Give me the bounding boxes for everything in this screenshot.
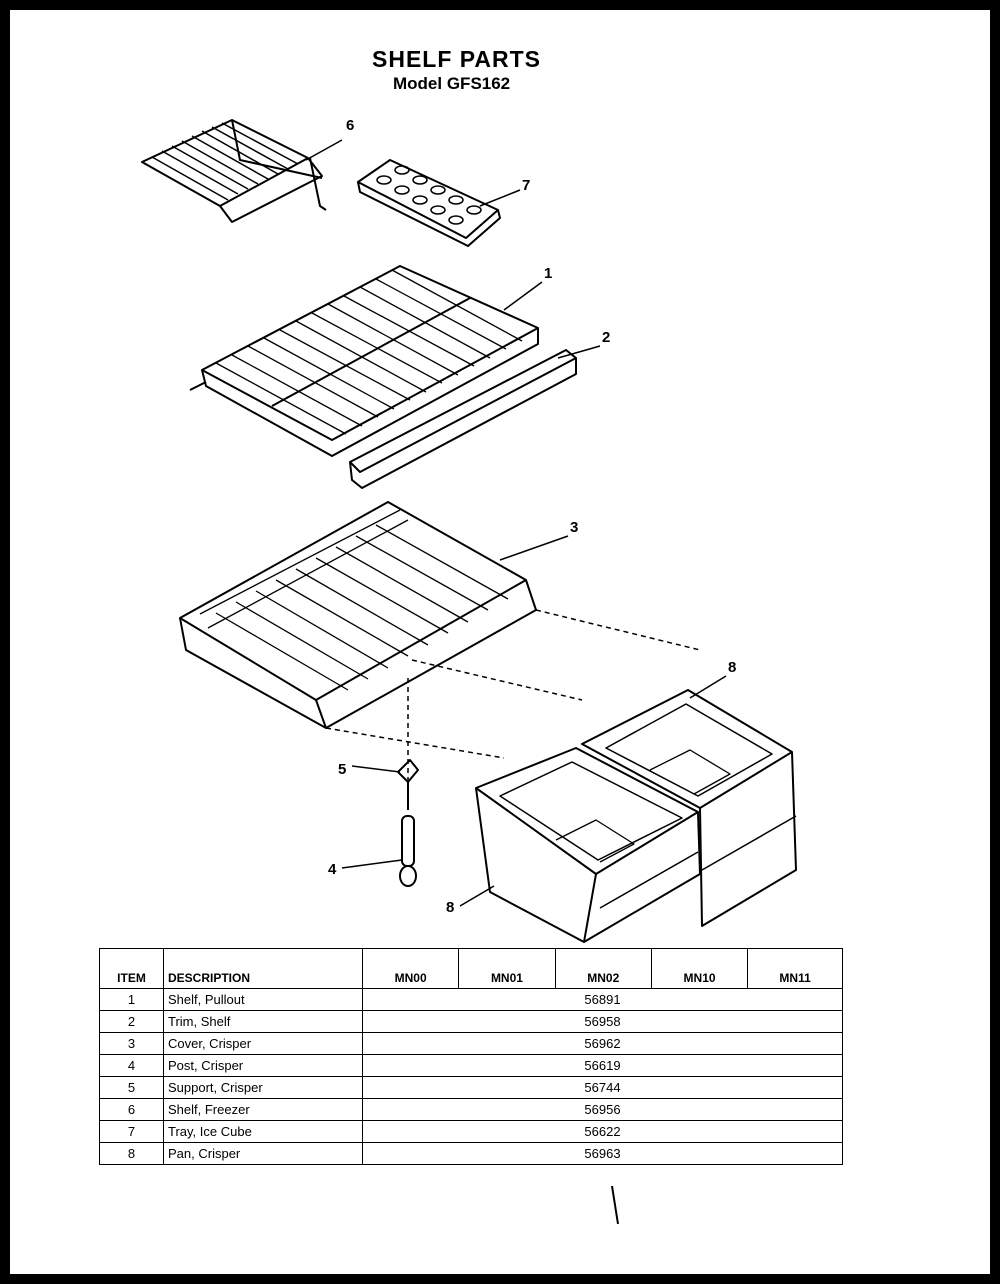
table-row	[100, 1033, 843, 1055]
table-row	[100, 1143, 843, 1165]
callout-6: 6	[346, 117, 355, 134]
part-number: 56744	[363, 1077, 843, 1099]
table-row	[100, 1099, 843, 1121]
item-number: 8	[100, 1143, 164, 1165]
item-description: Post, Crisper	[164, 1055, 363, 1077]
page-title: SHELF PARTS	[372, 46, 542, 72]
callout-8-front: 8	[446, 899, 455, 916]
col-mn02: MN02	[555, 949, 651, 989]
item-description: Cover, Crisper	[164, 1033, 363, 1055]
item-number: 6	[100, 1099, 164, 1121]
callout-2: 2	[602, 329, 611, 346]
item-number: 2	[100, 1011, 164, 1033]
table-row	[100, 989, 843, 1011]
part-number: 56891	[363, 989, 843, 1011]
table-row	[100, 1055, 843, 1077]
col-description: DESCRIPTION	[164, 949, 363, 989]
diagram-page	[10, 10, 990, 1274]
crisper-pans-drawing	[476, 690, 796, 942]
item-number: 4	[100, 1055, 164, 1077]
callout-1: 1	[544, 265, 553, 282]
parts-table-header	[100, 949, 843, 989]
crisper-cover-drawing	[180, 502, 536, 728]
part-number: 56622	[363, 1121, 843, 1143]
part-number: 56963	[363, 1143, 843, 1165]
callout-8-rear: 8	[728, 659, 737, 676]
table-row	[100, 1077, 843, 1099]
col-mn11: MN11	[748, 949, 843, 989]
col-item: ITEM	[100, 949, 164, 989]
shelf-trim-drawing	[350, 350, 576, 488]
crisper-post-drawing	[400, 816, 416, 886]
item-description: Support, Crisper	[164, 1077, 363, 1099]
table-row	[100, 1121, 843, 1143]
item-description: Tray, Ice Cube	[164, 1121, 363, 1143]
item-number: 5	[100, 1077, 164, 1099]
item-number: 3	[100, 1033, 164, 1055]
ice-cube-tray-drawing	[358, 160, 500, 246]
item-description: Trim, Shelf	[164, 1011, 363, 1033]
col-mn00: MN00	[363, 949, 459, 989]
callout-7: 7	[522, 177, 531, 194]
item-description: Shelf, Freezer	[164, 1099, 363, 1121]
item-description: Pan, Crisper	[164, 1143, 363, 1165]
pullout-shelf-drawing	[190, 266, 538, 456]
item-number: 1	[100, 989, 164, 1011]
part-number: 56619	[363, 1055, 843, 1077]
part-number: 56956	[363, 1099, 843, 1121]
freezer-shelf-drawing	[142, 120, 326, 222]
col-mn01: MN01	[459, 949, 555, 989]
callout-3: 3	[570, 519, 579, 536]
parts-table	[99, 948, 843, 1165]
col-mn10: MN10	[651, 949, 747, 989]
item-number: 7	[100, 1121, 164, 1143]
item-description: Shelf, Pullout	[164, 989, 363, 1011]
callout-4: 4	[328, 861, 337, 878]
callout-5: 5	[338, 761, 347, 778]
part-number: 56958	[363, 1011, 843, 1033]
part-number: 56962	[363, 1033, 843, 1055]
table-row	[100, 1011, 843, 1033]
crisper-support-drawing	[398, 760, 418, 810]
model-subtitle: Model GFS162	[393, 74, 511, 93]
